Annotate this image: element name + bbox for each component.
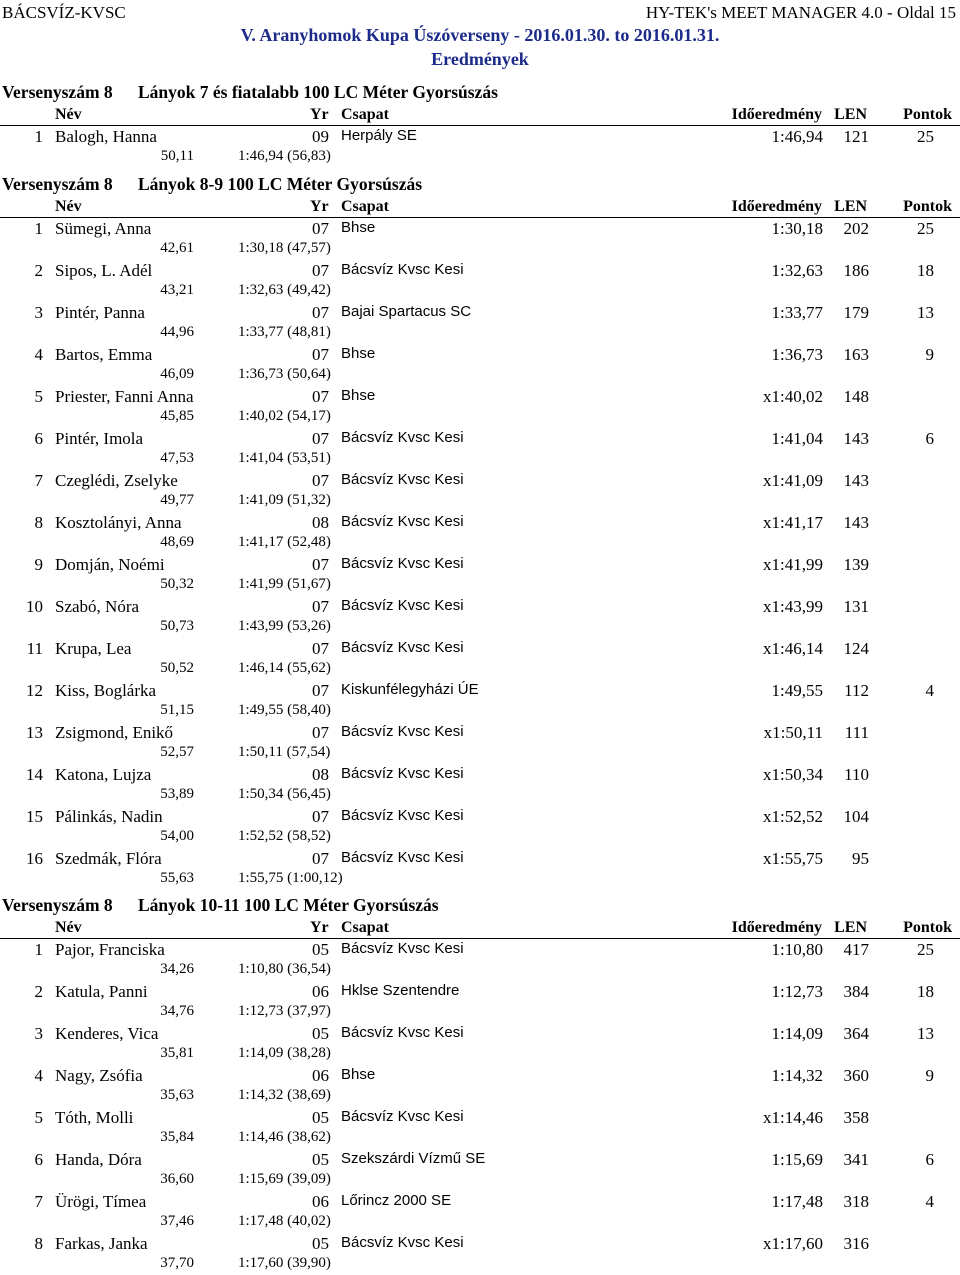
swimmer-name: Tóth, Molli	[55, 1108, 134, 1127]
score-points: 4	[925, 1192, 934, 1211]
place: 4	[34, 345, 43, 364]
split-50m: 50,52	[160, 660, 194, 676]
birth-year: 07	[312, 429, 329, 448]
team-name: Kiskunfélegyházi ÚE	[341, 681, 479, 698]
swimmer-name: Sipos, L. Adél	[55, 261, 153, 280]
col-yr-header: Yr	[310, 198, 329, 215]
result-row	[0, 1149, 960, 1191]
team-name: Bácsvíz Kvsc Kesi	[341, 1108, 464, 1125]
birth-year: 06	[312, 982, 329, 1001]
birth-year: 07	[312, 681, 329, 700]
len-points: 341	[843, 1150, 869, 1169]
len-points: 121	[843, 127, 869, 146]
split-100m: 1:14,46 (38,62)	[238, 1129, 331, 1145]
score-points: 18	[917, 261, 934, 280]
final-time: 1:32,63	[771, 261, 823, 280]
place: 9	[34, 555, 43, 574]
result-row	[0, 764, 960, 806]
swimmer-name: Bartos, Emma	[55, 345, 153, 364]
team-name: Bácsvíz Kvsc Kesi	[341, 723, 464, 740]
final-time: 1:14,09	[771, 1024, 823, 1043]
final-time: x1:43,99	[763, 597, 823, 616]
birth-year: 08	[312, 513, 329, 532]
place: 2	[34, 261, 43, 280]
swimmer-name: Sümegi, Anna	[55, 219, 152, 238]
split-50m: 47,53	[160, 450, 194, 466]
result-row	[0, 680, 960, 722]
event-block	[0, 893, 960, 1275]
col-time-header: Időeredmény	[731, 198, 822, 215]
result-row	[0, 1191, 960, 1233]
swimmer-name: Kosztolányi, Anna	[55, 513, 182, 532]
event-title	[0, 893, 960, 917]
team-name: Bácsvíz Kvsc Kesi	[341, 1234, 464, 1251]
swimmer-name: Kiss, Boglárka	[55, 681, 157, 700]
result-row	[0, 1023, 960, 1065]
split-100m: 1:17,48 (40,02)	[238, 1213, 331, 1229]
split-100m: 1:43,99 (53,26)	[238, 618, 331, 634]
len-points: 360	[843, 1066, 869, 1085]
swimmer-name: Szedmák, Flóra	[55, 849, 162, 868]
swimmer-name: Pintér, Imola	[55, 429, 144, 448]
place: 5	[34, 387, 43, 406]
result-row	[0, 126, 960, 168]
len-points: 143	[843, 429, 869, 448]
split-50m: 44,96	[160, 324, 194, 340]
final-time: 1:41,04	[771, 429, 823, 448]
place: 6	[34, 429, 43, 448]
team-name: Bácsvíz Kvsc Kesi	[341, 513, 464, 530]
swimmer-name: Czeglédi, Zselyke	[55, 471, 178, 490]
len-points: 417	[843, 940, 869, 959]
team-name: Bácsvíz Kvsc Kesi	[341, 261, 464, 278]
col-name-header: Név	[55, 106, 82, 123]
page-header-right: HY-TEK's MEET MANAGER 4.0 - Oldal 15	[645, 3, 956, 22]
result-row	[0, 596, 960, 638]
len-points: 364	[843, 1024, 869, 1043]
split-50m: 36,60	[160, 1171, 194, 1187]
split-100m: 1:50,34 (56,45)	[238, 786, 331, 802]
split-50m: 35,84	[160, 1129, 194, 1145]
col-name-header: Név	[55, 198, 82, 215]
event-title	[0, 172, 960, 196]
team-name: Bhse	[341, 1066, 376, 1083]
birth-year: 05	[312, 1150, 329, 1169]
birth-year: 07	[312, 639, 329, 658]
len-points: 104	[843, 807, 869, 826]
split-100m: 1:41,17 (52,48)	[238, 534, 331, 550]
len-points: 316	[843, 1234, 869, 1253]
final-time: 1:10,80	[771, 940, 823, 959]
event-block	[0, 80, 960, 168]
split-50m: 54,00	[160, 828, 194, 844]
place: 6	[34, 1150, 43, 1169]
split-100m: 1:41,09 (51,32)	[238, 492, 331, 508]
team-name: Szekszárdi Vízmű SE	[341, 1150, 486, 1167]
len-points: 143	[843, 471, 869, 490]
split-100m: 1:12,73 (37,97)	[238, 1003, 331, 1019]
meet-title: V. Aranyhomok Kupa Úszóverseny - 2016.01.30. to 2016.01.31.	[240, 25, 720, 45]
score-points: 6	[925, 1150, 934, 1169]
split-50m: 34,26	[160, 961, 194, 977]
event-number: Versenyszám 8	[2, 895, 113, 915]
swimmer-name: Pajor, Franciska	[55, 940, 165, 959]
result-row	[0, 722, 960, 764]
team-name: Bhse	[341, 387, 376, 404]
column-header-row	[0, 917, 960, 939]
split-50m: 45,85	[160, 408, 194, 424]
team-name: Bajai Spartacus SC	[341, 303, 472, 320]
swimmer-name: Balogh, Hanna	[55, 127, 157, 146]
team-name: Bhse	[341, 219, 376, 236]
split-100m: 1:46,14 (55,62)	[238, 660, 331, 676]
swimmer-name: Ürögi, Tímea	[55, 1192, 147, 1211]
event-number: Versenyszám 8	[2, 174, 113, 194]
len-points: 318	[843, 1192, 869, 1211]
split-50m: 48,69	[160, 534, 194, 550]
birth-year: 05	[312, 940, 329, 959]
final-time: 1:14,32	[771, 1066, 823, 1085]
event-number: Versenyszám 8	[2, 82, 113, 102]
place: 4	[34, 1066, 43, 1085]
result-row	[0, 939, 960, 981]
birth-year: 07	[312, 807, 329, 826]
event-name: Lányok 10-11 100 LC Méter Gyorsúszás	[138, 895, 439, 915]
swimmer-name: Krupa, Lea	[55, 639, 132, 658]
split-50m: 51,15	[160, 702, 194, 718]
split-50m: 50,11	[160, 148, 194, 164]
result-row	[0, 302, 960, 344]
result-row	[0, 848, 960, 890]
team-name: Bácsvíz Kvsc Kesi	[341, 1024, 464, 1041]
place: 3	[34, 1024, 43, 1043]
birth-year: 06	[312, 1066, 329, 1085]
place: 8	[34, 513, 43, 532]
split-100m: 1:15,69 (39,09)	[238, 1171, 331, 1187]
place: 15	[26, 807, 43, 826]
result-row	[0, 428, 960, 470]
split-50m: 50,73	[160, 618, 194, 634]
final-time: x1:50,34	[763, 765, 823, 784]
split-50m: 50,32	[160, 576, 194, 592]
split-50m: 37,46	[160, 1213, 194, 1229]
birth-year: 07	[312, 219, 329, 238]
split-100m: 1:33,77 (48,81)	[238, 324, 331, 340]
result-row	[0, 981, 960, 1023]
final-time: 1:15,69	[771, 1150, 823, 1169]
split-100m: 1:52,52 (58,52)	[238, 828, 331, 844]
score-points: 9	[925, 1066, 934, 1085]
split-50m: 43,21	[160, 282, 194, 298]
birth-year: 05	[312, 1234, 329, 1253]
result-row	[0, 1065, 960, 1107]
final-time: 1:30,18	[771, 219, 823, 238]
result-row	[0, 218, 960, 260]
col-team-header: Csapat	[341, 919, 390, 936]
final-time: x1:50,11	[763, 723, 823, 742]
col-len-header: LEN	[834, 198, 867, 215]
swimmer-name: Pálinkás, Nadin	[55, 807, 163, 826]
swimmer-name: Farkas, Janka	[55, 1234, 148, 1253]
len-points: 124	[843, 639, 869, 658]
score-points: 25	[917, 940, 934, 959]
split-50m: 53,89	[160, 786, 194, 802]
len-points: 358	[843, 1108, 869, 1127]
col-yr-header: Yr	[310, 919, 329, 936]
result-row	[0, 554, 960, 596]
team-name: Bácsvíz Kvsc Kesi	[341, 597, 464, 614]
col-time-header: Időeredmény	[731, 919, 822, 936]
split-100m: 1:14,32 (38,69)	[238, 1087, 331, 1103]
team-name: Bácsvíz Kvsc Kesi	[341, 807, 464, 824]
page-header-left: BÁCSVÍZ-KVSC	[2, 3, 126, 22]
place: 16	[26, 849, 43, 868]
birth-year: 05	[312, 1024, 329, 1043]
split-100m: 1:49,55 (58,40)	[238, 702, 331, 718]
birth-year: 07	[312, 345, 329, 364]
score-points: 4	[925, 681, 934, 700]
col-team-header: Csapat	[341, 198, 390, 215]
split-100m: 1:17,60 (39,90)	[238, 1255, 331, 1271]
birth-year: 07	[312, 387, 329, 406]
col-name-header: Név	[55, 919, 82, 936]
split-100m: 1:40,02 (54,17)	[238, 408, 331, 424]
len-points: 110	[844, 765, 869, 784]
place: 7	[34, 1192, 43, 1211]
place: 10	[26, 597, 43, 616]
team-name: Lőrincz 2000 SE	[341, 1192, 452, 1209]
swimmer-name: Pintér, Panna	[55, 303, 145, 322]
birth-year: 05	[312, 1108, 329, 1127]
result-row	[0, 344, 960, 386]
place: 7	[34, 471, 43, 490]
len-points: 139	[843, 555, 869, 574]
place: 1	[34, 219, 43, 238]
split-100m: 1:14,09 (38,28)	[238, 1045, 331, 1061]
team-name: Bácsvíz Kvsc Kesi	[341, 639, 464, 656]
split-50m: 49,77	[160, 492, 194, 508]
event-name: Lányok 8-9 100 LC Méter Gyorsúszás	[138, 174, 423, 194]
col-len-header: LEN	[834, 106, 867, 123]
final-time: 1:33,77	[771, 303, 823, 322]
birth-year: 07	[312, 555, 329, 574]
len-points: 95	[852, 849, 869, 868]
split-50m: 35,63	[160, 1087, 194, 1103]
birth-year: 07	[312, 471, 329, 490]
len-points: 111	[844, 723, 869, 742]
split-50m: 35,81	[160, 1045, 194, 1061]
score-points: 25	[917, 219, 934, 238]
len-points: 131	[843, 597, 869, 616]
final-time: 1:17,48	[771, 1192, 823, 1211]
split-100m: 1:55,75 (1:00,12)	[238, 870, 343, 886]
split-50m: 37,70	[160, 1255, 194, 1271]
place: 5	[34, 1108, 43, 1127]
final-time: 1:49,55	[771, 681, 823, 700]
score-points: 13	[917, 303, 934, 322]
len-points: 148	[843, 387, 869, 406]
birth-year: 07	[312, 597, 329, 616]
len-points: 179	[843, 303, 869, 322]
col-points-header: Pontok	[903, 106, 952, 123]
result-row	[0, 806, 960, 848]
place: 11	[26, 639, 43, 658]
final-time: x1:40,02	[763, 387, 823, 406]
birth-year: 08	[312, 765, 329, 784]
final-time: 1:46,94	[771, 127, 823, 146]
split-100m: 1:41,04 (53,51)	[238, 450, 331, 466]
result-row	[0, 512, 960, 554]
col-yr-header: Yr	[310, 106, 329, 123]
len-points: 112	[844, 681, 869, 700]
birth-year: 06	[312, 1192, 329, 1211]
col-team-header: Csapat	[341, 106, 390, 123]
result-row	[0, 1107, 960, 1149]
col-len-header: LEN	[834, 919, 867, 936]
split-100m: 1:36,73 (50,64)	[238, 366, 331, 382]
score-points: 9	[925, 345, 934, 364]
final-time: x1:41,99	[763, 555, 823, 574]
score-points: 25	[917, 127, 934, 146]
split-50m: 42,61	[160, 240, 194, 256]
col-time-header: Időeredmény	[731, 106, 822, 123]
swimmer-name: Zsigmond, Enikő	[55, 723, 174, 742]
final-time: x1:14,46	[763, 1108, 823, 1127]
swimmer-name: Szabó, Nóra	[55, 597, 140, 616]
team-name: Bácsvíz Kvsc Kesi	[341, 765, 464, 782]
final-time: x1:41,09	[763, 471, 823, 490]
column-header-row	[0, 104, 960, 126]
split-50m: 52,57	[160, 744, 194, 760]
birth-year: 07	[312, 303, 329, 322]
swimmer-name: Kenderes, Vica	[55, 1024, 159, 1043]
swimmer-name: Domján, Noémi	[55, 555, 165, 574]
len-points: 186	[843, 261, 869, 280]
final-time: x1:41,17	[763, 513, 823, 532]
place: 13	[26, 723, 43, 742]
team-name: Bácsvíz Kvsc Kesi	[341, 555, 464, 572]
team-name: Hklse Szentendre	[341, 982, 460, 999]
event-name: Lányok 7 és fiatalabb 100 LC Méter Gyorsúszás	[138, 82, 498, 102]
place: 14	[26, 765, 43, 784]
split-100m: 1:46,94 (56,83)	[238, 148, 331, 164]
swimmer-name: Katula, Panni	[55, 982, 148, 1001]
team-name: Bácsvíz Kvsc Kesi	[341, 849, 464, 866]
final-time: x1:17,60	[763, 1234, 823, 1253]
birth-year: 07	[312, 723, 329, 742]
birth-year: 09	[312, 127, 329, 146]
team-name: Bácsvíz Kvsc Kesi	[341, 429, 464, 446]
swimmer-name: Katona, Lujza	[55, 765, 152, 784]
birth-year: 07	[312, 261, 329, 280]
score-points: 18	[917, 982, 934, 1001]
split-100m: 1:32,63 (49,42)	[238, 282, 331, 298]
team-name: Bácsvíz Kvsc Kesi	[341, 940, 464, 957]
swimmer-name: Priester, Fanni Anna	[55, 387, 194, 406]
final-time: 1:12,73	[771, 982, 823, 1001]
result-row	[0, 260, 960, 302]
result-row	[0, 638, 960, 680]
team-name: Bhse	[341, 345, 376, 362]
final-time: x1:55,75	[763, 849, 823, 868]
result-row	[0, 386, 960, 428]
result-row	[0, 470, 960, 512]
place: 1	[34, 127, 43, 146]
len-points: 143	[843, 513, 869, 532]
event-block	[0, 172, 960, 890]
place: 2	[34, 982, 43, 1001]
split-100m: 1:10,80 (36,54)	[238, 961, 331, 977]
final-time: 1:36,73	[771, 345, 823, 364]
place: 1	[34, 940, 43, 959]
final-time: x1:46,14	[763, 639, 823, 658]
place: 8	[34, 1234, 43, 1253]
team-name: Bácsvíz Kvsc Kesi	[341, 471, 464, 488]
split-100m: 1:50,11 (57,54)	[238, 744, 331, 760]
place: 12	[26, 681, 43, 700]
len-points: 163	[843, 345, 869, 364]
final-time: x1:52,52	[763, 807, 823, 826]
swimmer-name: Handa, Dóra	[55, 1150, 142, 1169]
col-points-header: Pontok	[903, 919, 952, 936]
team-name: Herpály SE	[341, 127, 417, 144]
split-100m: 1:41,99 (51,67)	[238, 576, 331, 592]
col-points-header: Pontok	[903, 198, 952, 215]
swimmer-name: Nagy, Zsófia	[55, 1066, 143, 1085]
column-header-row	[0, 196, 960, 218]
results-subtitle: Eredmények	[431, 49, 529, 69]
result-row	[0, 1233, 960, 1275]
split-100m: 1:30,18 (47,57)	[238, 240, 331, 256]
event-title	[0, 80, 960, 104]
score-points: 6	[925, 429, 934, 448]
split-50m: 34,76	[160, 1003, 194, 1019]
score-points: 13	[917, 1024, 934, 1043]
split-50m: 46,09	[160, 366, 194, 382]
place: 3	[34, 303, 43, 322]
split-50m: 55,63	[160, 870, 194, 886]
birth-year: 07	[312, 849, 329, 868]
len-points: 384	[843, 982, 869, 1001]
len-points: 202	[843, 219, 869, 238]
